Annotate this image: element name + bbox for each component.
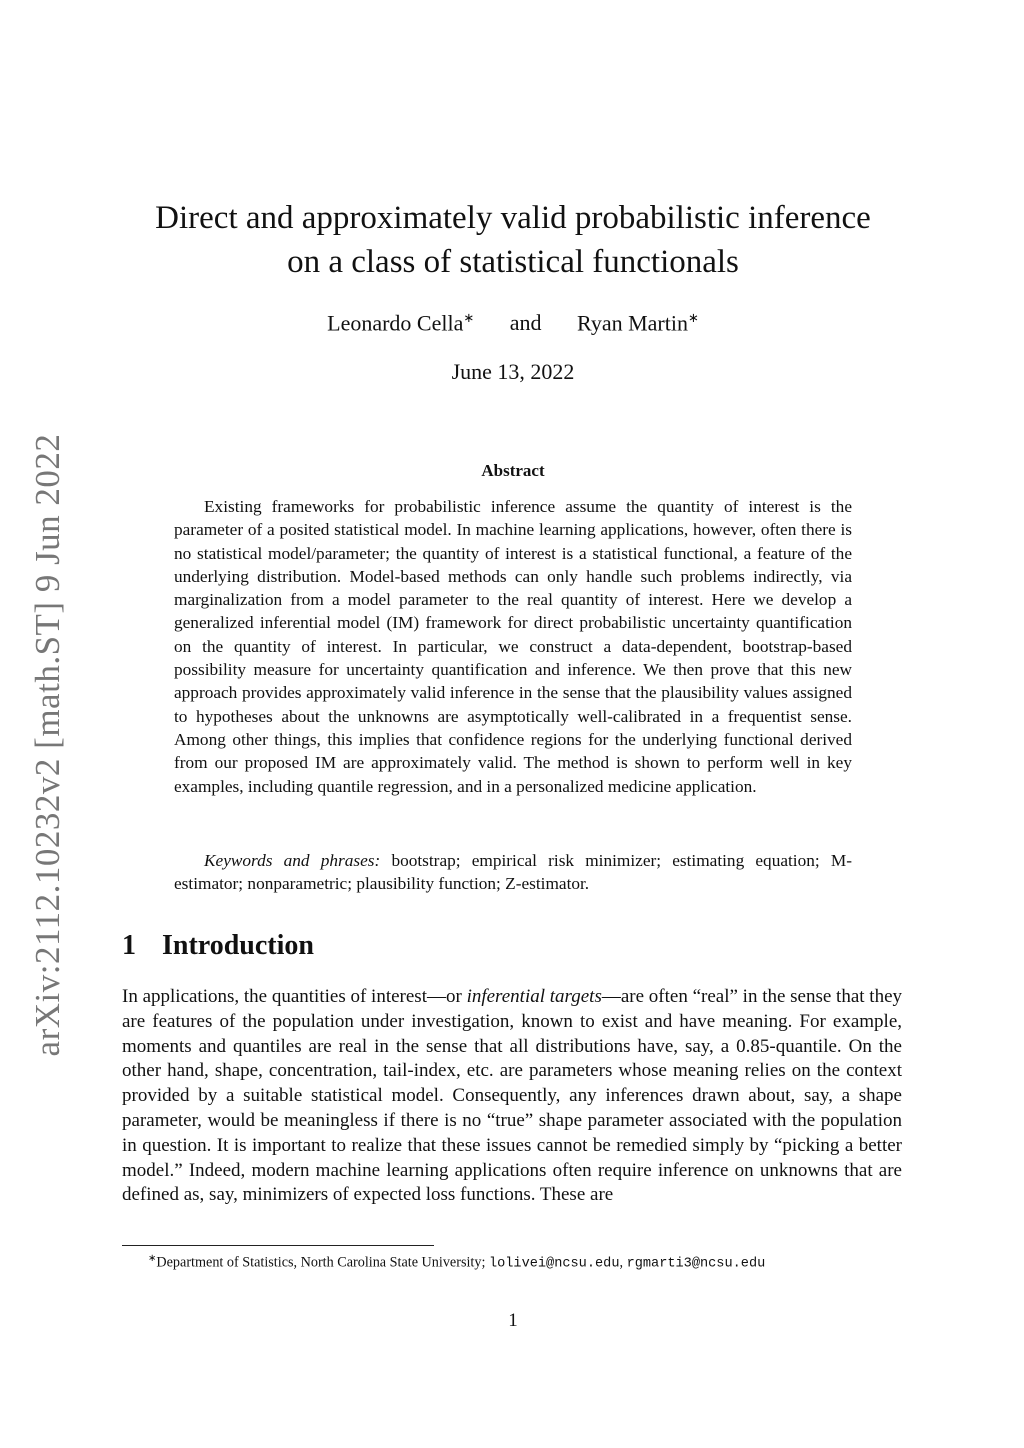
author-list — [120, 310, 906, 336]
footnote-mark: ∗ — [148, 1253, 157, 1264]
email-link-1[interactable]: lolivei@ncsu.edu — [488, 1256, 620, 1272]
section-heading — [122, 930, 314, 962]
page-number: 1 — [508, 1310, 518, 1331]
footnote-separator: , — [619, 1254, 627, 1271]
intro-text-start: In applications, the quantities of interest—or — [122, 986, 467, 1007]
paper-title — [120, 196, 906, 284]
intro-text-rest: —are often “real” in the sense that they are features of the population under investigation, known to exist and have meaning. For example, moments and quantiles are real in the sense that all distributions have, say, a 0.85-quantile. On the other hand, shape, concentration, tail-index, etc. are parameters whose meaning relies on the context provided by a suitable statistical model. Consequently, any inferences drawn about, say, a shape parameter, would be meaningless if there is no “true” shape parameter associated with the population in question. It is important to realize that these issues cannot be remedied simply by “picking a better model.” Indeed, modern machine learning applications often require inference on unknowns that are defined as, say, minimizers of expected loss functions. These are — [122, 986, 903, 1206]
author-name: Ryan Martin — [577, 310, 688, 336]
section-title: Introduction — [162, 930, 314, 961]
section-number: 1 — [122, 930, 136, 961]
email-link-2[interactable]: rgmarti3@ncsu.edu — [626, 1256, 766, 1272]
title-line-1: Direct and approximately valid probabilistic inference — [155, 200, 871, 236]
introduction-paragraph — [122, 985, 902, 1208]
author-conjunction: and — [509, 310, 542, 336]
publication-date: June 13, 2022 — [451, 359, 575, 384]
author-footnote-mark: ∗ — [463, 310, 475, 325]
author-footnote-mark: ∗ — [687, 310, 699, 325]
footnote — [122, 1250, 912, 1274]
keywords-paragraph — [174, 849, 852, 896]
keywords-list: bootstrap; empirical risk minimizer; estimating equation; M-estimator; nonparametric; plausibility function; Z-estimator. — [174, 851, 852, 894]
abstract-heading: Abstract — [481, 461, 545, 480]
arxiv-identifier-stamp[interactable]: arXiv:2112.10232v2 [math.ST] 9 Jun 2022 — [28, 433, 67, 1057]
abstract-body: Existing frameworks for probabilistic inference assume the quantity of interest is the parameter of a posited statistical model. In machine learning applications, however, often there is no statistical model/parameter; the quantity of interest is a statistical functional, a feature of the underlying distribution. Model-based methods can only handle such problems indirectly, via marginalization from a model parameter to the real quantity of interest. Here we develop a generalized inferential model (IM) framework for direct probabilistic uncertainty quantification on the quantity of interest. In particular, we construct a data-dependent, bootstrap-based possibility measure for uncertainty quantification and inference. We then prove that this new approach provides approximately valid inference in the sense that the plausibility values assigned to hypotheses about the unknowns are asymptotically well-calibrated in a frequentist sense. Among other things, this implies that confidence regions for the underlying functional derived from our proposed IM are approximately valid. The method is shown to perform well in key examples, including quantile regression, and in a personalized medicine application. — [174, 497, 852, 796]
keywords-label: Keywords and phrases: — [204, 851, 381, 870]
intro-emphasis: inferential targets — [466, 986, 602, 1007]
footnote-divider — [122, 1245, 434, 1246]
title-line-2: on a class of statistical functionals — [287, 244, 739, 280]
footnote-affiliation: Department of Statistics, North Carolina State University; — [156, 1254, 489, 1271]
author-name: Leonardo Cella — [327, 310, 464, 336]
